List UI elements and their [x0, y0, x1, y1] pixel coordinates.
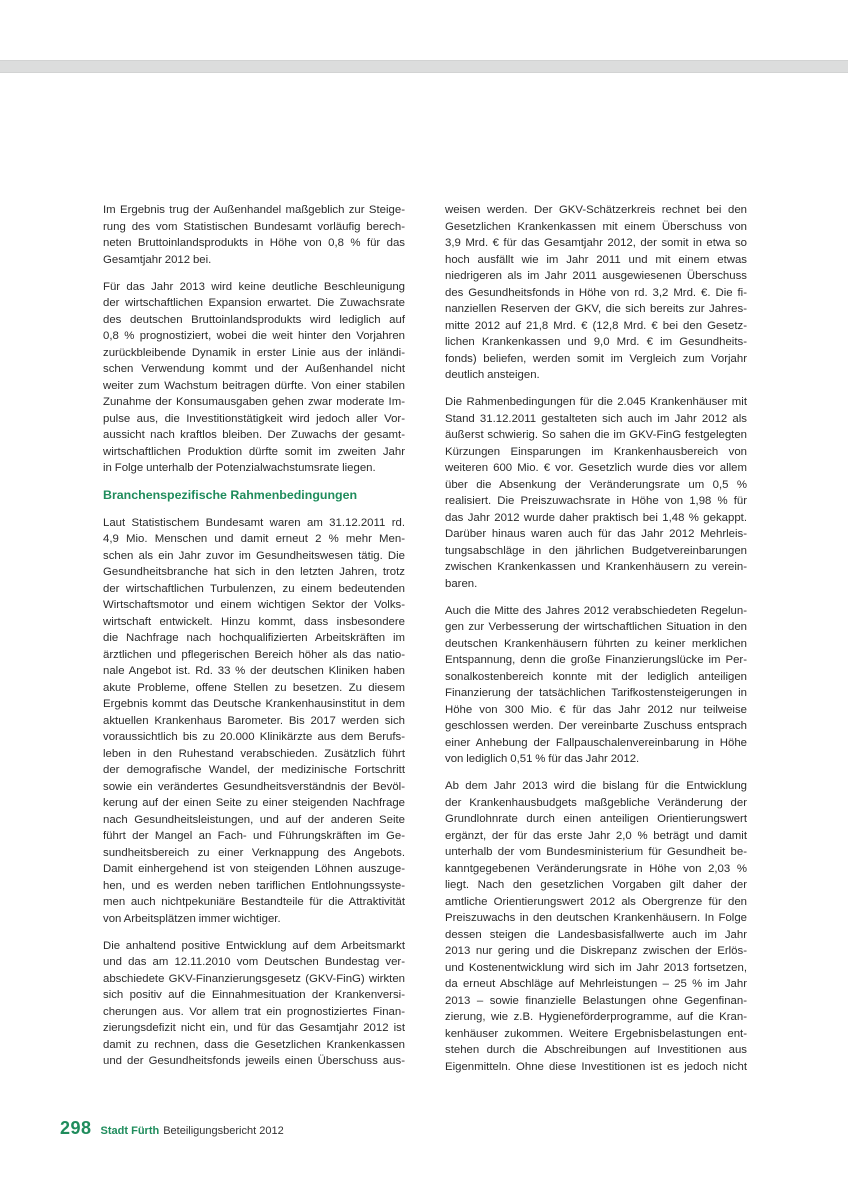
text-line: sonalkostenbereich konnte mit der lediglich anteiligen [445, 670, 747, 683]
text-line: zierungsdefizit nicht ein, und für das Gesamtjahr 2012 ist [103, 1022, 405, 1034]
text-line: Zunahme der Konsumausgaben gehen zwar moderate Im- [103, 396, 405, 408]
text-line: amtliche Orientierungswert 2012 als Obergrenze für den [445, 895, 747, 908]
text-line: mitte 2012 auf 21,8 Mrd. € (12,8 Mrd. € bei den Gesetz- [445, 319, 747, 332]
text-line: voraussichtlich bis zu 20.000 Klinikärzte aus dem Berufs- [103, 731, 405, 743]
text-line: Die Rahmenbedingungen für die 2.045 Krankenhäuser mit [445, 396, 747, 408]
text-line: damit zu rechnen, dass die Gesetzlichen Krankenkassen [103, 1038, 405, 1051]
text-line: akute Probleme, offene Stellen zu besetzen. Zu diesem [103, 681, 405, 694]
paragraph [103, 938, 405, 1070]
text-line: äußerst schwierig. So sahen die im GKV-FinG festgelegten [445, 429, 747, 441]
text-line: wirtschaft entwickelt. Hinzu kommt, dass insbesondere [103, 615, 405, 628]
text-line: Darüber hinaus waren auch für das Jahr 2012 Mehrleis- [445, 528, 747, 540]
text-line: Gesetzlichen Krankenkassen mit einem Überschuss von [445, 220, 747, 233]
text-line: hen, und es werden neben tariflichen Entlohnungssyste- [103, 879, 405, 892]
text-line: 4,9 Mio. Menschen und damit erneut 2 % mehr Men- [103, 533, 405, 545]
text-line: cherungen aus. Vor allem trat ein prognostiziertes Finan- [103, 1005, 405, 1018]
text-line: Für das Jahr 2013 wird keine deutliche Beschleunigung [103, 280, 405, 293]
text-line: Finanzierung der tatsächlichen Tarifkostensteigerungen in [445, 687, 747, 699]
left-text-column [103, 202, 405, 1080]
text-line: in Folge unterhalb der Potenzialwachstumsrate liegen. [103, 462, 376, 474]
text-line: Preiszuwachs in den deutschen Krankenhäusern. In Folge [445, 912, 747, 924]
text-line: kenhäuser zukommen. Weitere Ergebnisbelastungen ent- [445, 1027, 747, 1040]
text-line: abschiedete GKV-Finanzierungsgesetz (GKV-FinG) wirkten [103, 972, 405, 985]
page-footer [60, 1118, 284, 1139]
paragraph [445, 202, 747, 384]
text-line: wirtschaftlichen Produktion dürfte somit im zweiten Jahr [103, 445, 405, 458]
text-line: dessen steigen die Landesbasisfallwerte auch im Jahr [445, 928, 747, 941]
text-line: der Krankenhausbudgets maßgebliche Veränderung der [445, 796, 747, 809]
text-line: zierung, wie z.B. Hygieneförderprogramme, auf die Kran- [445, 1011, 747, 1023]
text-line: baren. [445, 577, 478, 590]
text-line: weisen werden. Der GKV-Schätzerkreis rechnet bei den [445, 204, 747, 216]
text-line: schen als ein Jahr zuvor im Gesundheitswesen tätig. Die [103, 549, 405, 562]
text-line: sowie ein verändertes Gesundheitsverständnis der Bevöl- [103, 780, 405, 793]
footer-brand: Stadt Fürth [100, 1125, 160, 1137]
paragraph [445, 778, 747, 1075]
text-line: Ergebnis kommt das Deutsche Krankenhausinstitut in dem [103, 698, 405, 710]
text-line: Stand 31.12.2011 gestalteten sich auch im Jahr 2012 als [445, 412, 747, 425]
text-line: aussicht nach kraftlos bleiben. Der Zuwachs der gesamt- [103, 429, 405, 441]
text-line: Damit einhergehend ist von steigenden Löhnen auszuge- [103, 863, 405, 875]
text-line: das Jahr 2012 wurde daher praktisch bei 1,48 % gekappt. [445, 511, 747, 524]
text-line: lichen Krankenkassen und 9,0 Mrd. € im Gesundheits- [445, 336, 747, 348]
text-line: unterhalb der vom Bundesministerium für Gesundheit be- [445, 846, 747, 858]
text-line: pulse aus, die Investitionstätigkeit wird jedoch aller Vor- [103, 412, 405, 425]
text-line: deutschen Krankenhäusern führten zu keiner merklichen [445, 637, 747, 650]
text-line: da erneut Abschläge auf Mehrleistungen – 25 % im Jahr [445, 978, 747, 990]
text-line: 0,8 % prognostiziert, wobei die weit hinter den Vorjahren [103, 330, 405, 342]
text-line: 2013 – sowie finanzielle Belastungen ohne Gegenfinan- [445, 994, 747, 1007]
text-line: aktuellen Krankenhaus Barometer. Bis 2017 werden sich [103, 714, 405, 727]
text-line: über die Absenkung der Veränderungsrate um 0,5 % [445, 478, 747, 491]
text-line: realisiert. Die Preiszuwachsrate in Höhe von 1,98 % für [445, 495, 747, 507]
text-line: weiter zum Wachstum beitragen dürfte. Von einer stabilen [103, 379, 405, 392]
text-line: sich positiv auf die Einnahmesituation der Krankenversi- [103, 989, 405, 1001]
paragraph [103, 515, 405, 928]
text-line: gen zur Verbesserung der wirtschaftlichen Situation in den [445, 621, 747, 633]
right-text-column [445, 202, 747, 1086]
text-line: zurückbleibende Dynamik in erster Linie aus der inländi- [103, 346, 405, 359]
text-line: Kürzungen Einsparungen im Krankenhausbereich von [445, 445, 747, 458]
text-line: Gesamtjahr 2012 bei. [103, 253, 212, 266]
text-line: rung des vom Statistischen Bundesamt vorläufig berech- [103, 220, 405, 233]
text-line: der demografische Wandel, der medizinische Fortschritt [103, 764, 405, 776]
text-line: zwischen Krankenkassen und Krankenhäusern zu verein- [445, 561, 747, 573]
paragraph [445, 394, 747, 592]
text-line: Die anhaltend positive Entwicklung auf dem Arbeitsmarkt [103, 939, 405, 952]
paragraph [445, 603, 747, 768]
text-line: Ab dem Jahr 2013 wird die bislang für die Entwicklung [445, 780, 747, 792]
text-line: nanziellen Reserven der GKV, die sich bereits zur Jahres- [445, 303, 747, 315]
text-line: 2013 nur gering und die Diskrepanz zwischen der Erlös- [445, 945, 747, 957]
text-line: Laut Statistischem Bundesamt waren am 31.12.2011 rd. [103, 516, 405, 529]
text-line: Wirtschaftsmotor und einem wichtigen Sektor der Volks- [103, 599, 405, 611]
text-line: die Nachfrage nach hochqualifizierten Arbeitskräften im [103, 632, 405, 644]
page-number: 298 [60, 1118, 92, 1138]
text-line: stehen durch die Abschreibungen auf Investitionen aus [445, 1044, 747, 1056]
text-line: fonds) beliefen, werden somit im Vergleich zum Vorjahr [445, 352, 747, 365]
section-heading: Branchenspezifische Rahmenbedingungen [103, 488, 358, 502]
text-line: geschlossen werden. Der vereinbarte Zuschuss entsprach [445, 720, 747, 732]
text-line: Entspannung, denn die große Finanzierungslücke im Per- [445, 654, 747, 666]
text-line: leben in den Ruhestand verabschieden. Zusätzlich führt [103, 747, 405, 760]
text-line: hoch ausfällt wie im Jahr 2011 und mit einem etwas [445, 253, 747, 266]
text-line: von Arbeitsplätzen immer wichtiger. [103, 912, 281, 925]
text-line: der wirtschaftlichen Expansion erwartet. Die Zuwachsrate [103, 297, 405, 309]
text-line: ergänzt, der für das erste Jahr 2,0 % beträgt und damit [445, 829, 747, 842]
text-line: weiteren 600 Mio. € vor. Gesetzlich wurde dies vor allem [445, 462, 747, 474]
text-line: Grundlohnrate durch einen anteiligen Orientierungswert [445, 813, 747, 825]
text-line: führt der Mangel an Fach- und Führungskräften im Ge- [103, 830, 405, 842]
text-line: des Gesundheitsfonds in Höhe von rd. 3,2 Mrd. €. Die fi- [445, 286, 747, 299]
text-line: nach Gesundheitsleistungen, und auf der anderen Seite [103, 813, 405, 826]
text-line: tungsabschläge in den jährlichen Budgetvereinbarungen [445, 544, 747, 557]
top-header-bar [0, 60, 848, 73]
text-line: Auch die Mitte des Jahres 2012 verabschiedeten Regelun- [445, 604, 747, 617]
text-line: Höhe von 300 Mio. € für das Jahr 2012 nur teilweise [445, 703, 747, 716]
text-line: und das am 12.11.2010 vom Deutschen Bundestag ver- [103, 956, 405, 968]
text-line: schen Verwendung kommt und der Außenhandel nicht [103, 363, 405, 375]
text-line: und Kostenentwicklung wird sich im Jahr 2013 fortsetzen, [445, 961, 747, 974]
text-line: liegt. Nach den gesetzlichen Vorgaben gilt daher der [445, 879, 747, 891]
text-line: ärztlichen und pflegerischen Bereich höher als das natio- [103, 648, 405, 661]
text-line: einer Anhebung der Fallpauschalenvereinbarung in Höhe [445, 736, 747, 749]
text-line: Im Ergebnis trug der Außenhandel maßgeblich zur Steige- [103, 204, 405, 216]
text-line: nale Angebot ist. Rd. 33 % der deutschen Kliniken haben [103, 665, 405, 677]
text-line: niedrigeren als im Jahr 2011 ausgewiesenen Überschuss [445, 270, 747, 282]
text-line: kerung auf der einen Seite zu einer steigenden Nachfrage [103, 797, 405, 809]
paragraph [103, 279, 405, 477]
text-line: der wirtschaftlichen Turbulenzen, zu einem bedeutenden [103, 582, 405, 595]
text-line: des deutschen Bruttoinlandsprodukts wird lediglich auf [103, 313, 405, 326]
text-line: und der Gesundheitsfonds jeweils einen Überschuss aus- [103, 1055, 405, 1067]
text-line: sundheitsbereich zu einer Verknappung des Angebots. [103, 846, 405, 859]
text-line: neten Bruttoinlandsprodukts in Höhe von 0,8 % für das [103, 237, 405, 249]
text-line: Gesundheitsbranche hat sich in den letzten Jahren, trotz [103, 566, 405, 578]
text-line: von lediglich 0,51 % für das Jahr 2012. [445, 753, 640, 765]
paragraph [103, 202, 405, 268]
text-line: 3,9 Mrd. € für das Gesamtjahr 2012, der somit in etwa so [445, 237, 747, 249]
text-line: kanntgegebenen Veränderungsrate in Höhe von 2,03 % [445, 862, 747, 875]
footer-report-title: Beteiligungsbericht 2012 [163, 1125, 284, 1137]
text-line: men auch nichtpekuniäre Bestandteile für die Attraktivität [103, 896, 405, 908]
text-line: deutlich ansteigen. [445, 369, 540, 381]
text-line: Eigenmitteln. Ohne diese Investitionen ist es jedoch nicht [445, 1060, 747, 1073]
